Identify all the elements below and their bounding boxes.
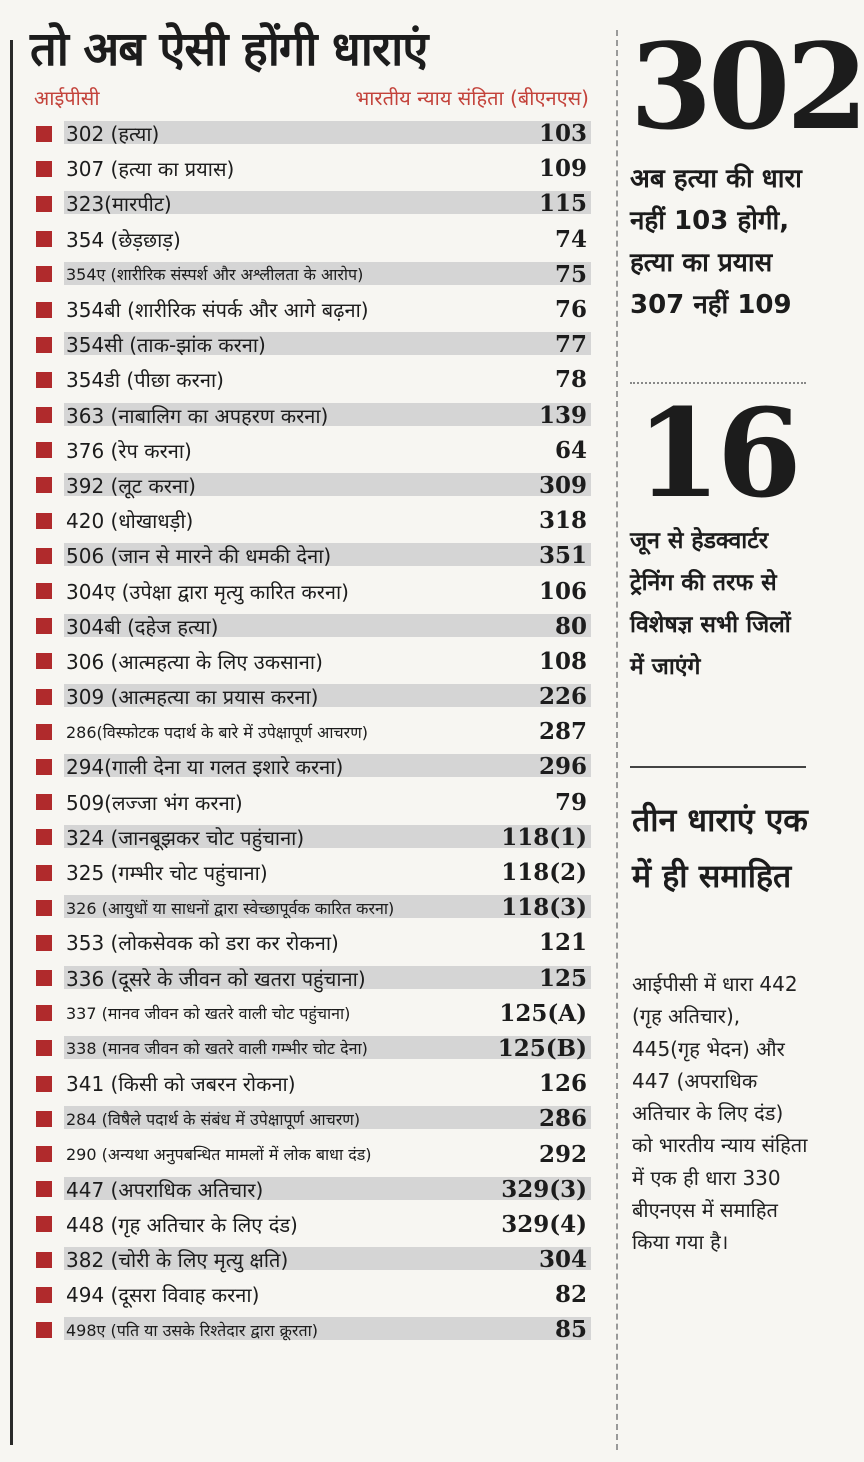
square-bullet-icon — [36, 161, 52, 177]
ipc-section: 494 (दूसरा विवाह करना) — [66, 1283, 260, 1308]
bns-section: 287 — [538, 718, 587, 746]
ipc-section: 307 (हत्या का प्रयास) — [66, 157, 235, 182]
table-row — [22, 1136, 597, 1171]
bns-section: 115 — [538, 190, 587, 218]
table-row — [22, 1277, 597, 1312]
table-row — [22, 116, 597, 151]
table-row — [22, 609, 597, 644]
square-bullet-icon — [36, 1005, 52, 1021]
bns-section: 121 — [538, 929, 587, 957]
square-bullet-icon — [36, 1322, 52, 1338]
square-bullet-icon — [36, 1111, 52, 1127]
bns-section: 125(A) — [499, 999, 587, 1027]
square-bullet-icon — [36, 372, 52, 388]
table-row — [22, 925, 597, 960]
ipc-section: 294(गाली देना या गलत इशारे करना) — [66, 755, 344, 780]
square-bullet-icon — [36, 548, 52, 564]
merged-sections-body: आईपीसी में धारा 442 (गृह अतिचार), 445(गृह भेदन) और 447 (अपराधिक अतिचार के लिए दंड) को भारतीय न्याय संहिता में एक ही धारा 330 बीएनएस में समाहित किया गया है। — [632, 972, 808, 1255]
ipc-section: 304ए (उपेक्षा द्वारा मृत्यु कारित करना) — [66, 579, 349, 604]
ipc-section: 341 (किसी को जबरन रोकना) — [66, 1072, 296, 1097]
big-number-16: 16 — [636, 381, 798, 525]
bns-section: 309 — [538, 471, 587, 499]
square-bullet-icon — [36, 1287, 52, 1303]
square-bullet-icon — [36, 865, 52, 881]
ipc-section: 302 (हत्या) — [66, 122, 160, 147]
bns-section: 296 — [538, 753, 587, 781]
ipc-section: 323(मारपीट) — [66, 192, 172, 217]
column-divider — [616, 30, 618, 1450]
bns-section: 318 — [538, 507, 587, 535]
table-row — [22, 1066, 597, 1101]
column-header-ipc: आईपीसी — [34, 85, 100, 110]
square-bullet-icon — [36, 302, 52, 318]
table-row — [22, 1031, 597, 1066]
ipc-section: 448 (गृह अतिचार के लिए दंड) — [66, 1212, 298, 1237]
ipc-bns-table — [22, 20, 597, 1348]
section-divider — [630, 766, 806, 768]
ipc-section: 326 (आयुधों या साधनों द्वारा स्वेच्छापूर्वक कारित करना) — [66, 898, 395, 918]
ipc-section: 382 (चोरी के लिए मृत्यु क्षति) — [66, 1248, 289, 1273]
square-bullet-icon — [36, 442, 52, 458]
bns-section: 329(3) — [501, 1175, 587, 1203]
bns-section: 118(1) — [501, 823, 587, 851]
square-bullet-icon — [36, 689, 52, 705]
ipc-section: 354सी (ताक-झांक करना) — [66, 333, 266, 358]
square-bullet-icon — [36, 618, 52, 634]
square-bullet-icon — [36, 1076, 52, 1092]
bns-section: 286 — [538, 1105, 587, 1133]
table-row — [22, 573, 597, 608]
ipc-section: 509(लज्जा भंग करना) — [66, 790, 243, 815]
table-row — [22, 644, 597, 679]
bns-section: 103 — [538, 120, 587, 148]
square-bullet-icon — [36, 1146, 52, 1162]
ipc-section: 447 (अपराधिक अतिचार) — [66, 1177, 264, 1202]
table-row — [22, 1101, 597, 1136]
table-row — [22, 503, 597, 538]
bns-section: 79 — [554, 788, 587, 816]
square-bullet-icon — [36, 935, 52, 951]
square-bullet-icon — [36, 1040, 52, 1056]
table-row — [22, 820, 597, 855]
square-bullet-icon — [36, 653, 52, 669]
bns-section: 76 — [554, 296, 587, 324]
square-bullet-icon — [36, 1252, 52, 1268]
bns-section: 80 — [554, 612, 587, 640]
ipc-section: 420 (धोखाधड़ी) — [66, 509, 194, 534]
ipc-section: 336 (दूसरे के जीवन को खतरा पहुंचाना) — [66, 966, 366, 991]
merged-sections-heading: तीन धाराएं एक में ही समाहित — [632, 801, 808, 895]
bns-section: 106 — [538, 577, 587, 605]
ipc-section: 354 (छेड़छाड़) — [66, 227, 181, 252]
table-row — [22, 996, 597, 1031]
square-bullet-icon — [36, 513, 52, 529]
bns-section: 125(B) — [497, 1034, 587, 1062]
ipc-section: 325 (गम्भीर चोट पहुंचाना) — [66, 861, 268, 886]
square-bullet-icon — [36, 724, 52, 740]
table-row — [22, 714, 597, 749]
ipc-section: 286(विस्फोटक पदार्थ के बारे में उपेक्षापूर्ण आचरण) — [66, 722, 369, 742]
ipc-section: 306 (आत्महत्या के लिए उकसाना) — [66, 649, 323, 674]
table-row — [22, 855, 597, 890]
table-row — [22, 749, 597, 784]
table-row — [22, 468, 597, 503]
bns-section: 329(4) — [501, 1210, 587, 1238]
ipc-section: 354डी (पीछा करना) — [66, 368, 224, 393]
column-headers — [22, 80, 597, 114]
ipc-section: 354बी (शारीरिक संपर्क और आगे बढ़ना) — [66, 298, 369, 323]
ipc-section: 304बी (दहेज हत्या) — [66, 614, 219, 639]
square-bullet-icon — [36, 900, 52, 916]
table-row — [22, 222, 597, 257]
table-row — [22, 679, 597, 714]
table-row — [22, 257, 597, 292]
table-row — [22, 398, 597, 433]
table-row — [22, 785, 597, 820]
square-bullet-icon — [36, 970, 52, 986]
table-row — [22, 292, 597, 327]
table-row — [22, 151, 597, 186]
square-bullet-icon — [36, 759, 52, 775]
square-bullet-icon — [36, 266, 52, 282]
square-bullet-icon — [36, 407, 52, 423]
table-row — [22, 890, 597, 925]
table-rows — [22, 116, 597, 1348]
square-bullet-icon — [36, 337, 52, 353]
bns-section: 82 — [554, 1281, 587, 1309]
bns-section: 304 — [538, 1246, 587, 1274]
big-number-302: 302 — [630, 17, 864, 156]
ipc-section: 498ए (पति या उसके रिश्तेदार द्वारा क्रूरता) — [66, 1320, 318, 1340]
ipc-section: 337 (मानव जीवन को खतरे वाली चोट पहुंचाना) — [66, 1004, 351, 1024]
bns-section: 108 — [538, 647, 587, 675]
square-bullet-icon — [36, 829, 52, 845]
ipc-section: 376 (रेप करना) — [66, 438, 192, 463]
table-row — [22, 186, 597, 221]
square-bullet-icon — [36, 1216, 52, 1232]
ipc-section: 392 (लूट करना) — [66, 473, 196, 498]
table-row — [22, 362, 597, 397]
table-row — [22, 1172, 597, 1207]
bns-section: 109 — [538, 155, 587, 183]
table-row — [22, 538, 597, 573]
bns-section: 85 — [554, 1316, 587, 1344]
square-bullet-icon — [36, 794, 52, 810]
bns-section: 351 — [538, 542, 587, 570]
bns-section: 226 — [538, 683, 587, 711]
ipc-section: 353 (लोकसेवक को डरा कर रोकना) — [66, 931, 339, 956]
square-bullet-icon — [36, 231, 52, 247]
table-row — [22, 961, 597, 996]
square-bullet-icon — [36, 196, 52, 212]
left-border-rule — [10, 40, 13, 1445]
table-row — [22, 1242, 597, 1277]
table-row — [22, 327, 597, 362]
bns-section: 77 — [554, 331, 587, 359]
bns-section: 78 — [554, 366, 587, 394]
ipc-section: 324 (जानबूझकर चोट पहुंचाना) — [66, 825, 305, 850]
bns-section: 64 — [554, 436, 587, 464]
bns-section: 118(3) — [501, 894, 587, 922]
ipc-section: 338 (मानव जीवन को खतरे वाली गम्भीर चोट देना) — [66, 1039, 368, 1059]
square-bullet-icon — [36, 1181, 52, 1197]
ipc-section: 290 (अन्यथा अनुपबन्धित मामलों में लोक बाधा दंड) — [66, 1145, 372, 1165]
bns-section: 125 — [538, 964, 587, 992]
bns-section: 139 — [538, 401, 587, 429]
note-training: जून से हेडक्वार्टर ट्रेनिंग की तरफ से विशेषज्ञ सभी जिलों में जाएंगे — [630, 528, 791, 680]
ipc-section: 309 (आत्महत्या का प्रयास करना) — [66, 685, 319, 710]
page-title: तो अब ऐसी होंगी धाराएं — [30, 22, 428, 77]
ipc-section: 506 (जान से मारने की धमकी देना) — [66, 544, 332, 569]
ipc-section: 363 (नाबालिग का अपहरण करना) — [66, 403, 329, 428]
table-row — [22, 1207, 597, 1242]
square-bullet-icon — [36, 126, 52, 142]
table-row — [22, 1312, 597, 1347]
bns-section: 75 — [554, 260, 587, 288]
ipc-section: 284 (विषैले पदार्थ के संबंध में उपेक्षापूर्ण आचरण) — [66, 1109, 361, 1129]
bns-section: 292 — [538, 1140, 587, 1168]
table-row — [22, 433, 597, 468]
bns-section: 126 — [538, 1070, 587, 1098]
note-murder-section: अब हत्या की धारा नहीं 103 होगी, हत्या का प्रयास 307 नहीं 109 — [630, 164, 802, 320]
ipc-section: 354ए (शारीरिक संस्पर्श और अश्लीलता के आरोप) — [66, 265, 364, 285]
square-bullet-icon — [36, 583, 52, 599]
bns-section: 74 — [554, 225, 587, 253]
column-header-bns: भारतीय न्याय संहिता (बीएनएस) — [355, 85, 589, 110]
square-bullet-icon — [36, 477, 52, 493]
bns-section: 118(2) — [501, 859, 587, 887]
